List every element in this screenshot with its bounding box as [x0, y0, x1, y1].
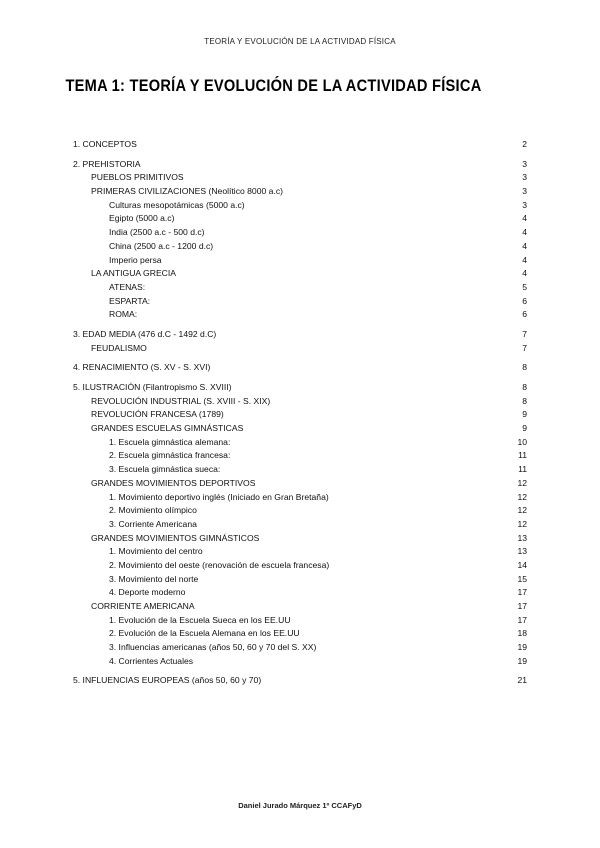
toc-entry-page: 7: [522, 328, 527, 339]
toc-entry[interactable]: [73, 532, 527, 546]
toc-entry-page: 21: [517, 675, 527, 686]
toc-entry-label: GRANDES ESCUELAS GIMNÁSTICAS: [91, 423, 244, 434]
toc-entry-label: PRIMERAS CIVILIZACIONES (Neolítico 8000 a.c): [91, 186, 283, 197]
toc-entry-page: 15: [517, 573, 527, 584]
toc-entry[interactable]: [73, 674, 527, 688]
document-title: TEMA 1: TEORÍA Y EVOLUCIÓN DE LA ACTIVIDAD FÍSICA: [65, 76, 482, 95]
toc-entry[interactable]: [73, 449, 527, 463]
toc-entry-page: 13: [517, 532, 527, 543]
toc-entry-page: 3: [522, 172, 527, 183]
toc-entry-label: 4. Corrientes Actuales: [109, 655, 194, 666]
toc-entry-page: 12: [517, 477, 527, 488]
toc-entry-page: 10: [517, 436, 527, 447]
toc-entry-label: 3. Movimiento del norte: [109, 573, 199, 584]
toc-entry[interactable]: [73, 308, 527, 322]
toc-entry-label: REVOLUCIÓN FRANCESA (1789): [91, 409, 224, 420]
toc-entry-page: 6: [522, 309, 527, 320]
toc-entry-label: FEUDALISMO: [91, 342, 147, 353]
toc-entry-label: 4. RENACIMIENTO (S. XV - S. XVI): [73, 362, 211, 373]
toc-entry-page: 4: [522, 227, 527, 238]
toc-entry[interactable]: [73, 138, 527, 152]
toc-entry-label: 3. EDAD MEDIA (476 d.C - 1492 d.C): [73, 328, 217, 339]
toc-entry-page: 2: [522, 139, 527, 149]
toc-entry[interactable]: [73, 254, 527, 268]
table-of-contents: [73, 138, 527, 688]
toc-entry-label: India (2500 a.c - 500 d.c): [109, 227, 205, 238]
toc-entry[interactable]: [73, 614, 527, 628]
toc-entry-label: ATENAS:: [109, 281, 146, 292]
toc-entry-page: 12: [517, 491, 527, 502]
toc-entry-label: 4. Deporte moderno: [109, 587, 186, 598]
toc-entry-page: 8: [522, 395, 527, 406]
toc-entry-page: 12: [517, 518, 527, 529]
toc-entry[interactable]: [73, 518, 527, 532]
toc-entry[interactable]: [73, 463, 527, 477]
toc-entry-label: REVOLUCIÓN INDUSTRIAL (S. XVIII - S. XIX): [91, 395, 271, 406]
toc-entry-label: 3. Corriente Americana: [109, 518, 197, 529]
toc-entry-label: 2. Escuela gimnástica francesa:: [109, 450, 231, 461]
toc-entry[interactable]: [73, 559, 527, 573]
toc-entry-page: 3: [522, 199, 527, 210]
toc-entry[interactable]: [73, 361, 527, 375]
toc-entry-page: 5: [522, 281, 527, 292]
toc-entry-label: PUEBLOS PRIMITIVOS: [91, 172, 184, 183]
toc-entry[interactable]: [73, 212, 527, 226]
toc-entry[interactable]: [73, 436, 527, 450]
toc-entry[interactable]: [73, 504, 527, 518]
toc-entry[interactable]: [73, 477, 527, 491]
toc-entry-label: 1. Escuela gimnástica alemana:: [109, 436, 231, 447]
toc-entry-label: GRANDES MOVIMIENTOS DEPORTIVOS: [91, 477, 256, 488]
toc-entry-page: 8: [522, 362, 527, 373]
toc-entry[interactable]: [73, 381, 527, 395]
toc-entry-label: 3. Influencias americanas (años 50, 60 y 70 del S. XX): [109, 642, 317, 653]
toc-entry-label: Egipto (5000 a.c): [109, 213, 175, 224]
toc-entry-page: 19: [517, 642, 527, 653]
toc-entry-page: 4: [522, 240, 527, 251]
toc-entry-page: 11: [518, 464, 527, 475]
toc-entry[interactable]: [73, 328, 527, 342]
toc-entry[interactable]: [73, 395, 527, 409]
toc-entry-page: 17: [517, 587, 527, 598]
toc-entry[interactable]: [73, 586, 527, 600]
toc-entry-label: 1. Movimiento deportivo inglés (Iniciado en Gran Bretaña): [109, 491, 329, 502]
toc-entry-page: 4: [522, 268, 527, 279]
toc-entry[interactable]: [73, 185, 527, 199]
toc-entry[interactable]: [73, 641, 527, 655]
toc-entry-label: GRANDES MOVIMIENTOS GIMNÁSTICOS: [91, 532, 260, 543]
running-header: TEORÍA Y EVOLUCIÓN DE LA ACTIVIDAD FÍSICA: [204, 37, 396, 46]
toc-entry-label: LA ANTIGUA GRECIA: [91, 268, 177, 279]
toc-entry-label: 5. INFLUENCIAS EUROPEAS (años 50, 60 y 70): [73, 675, 262, 686]
toc-entry-page: 9: [522, 423, 527, 434]
toc-entry-label: Imperio persa: [109, 254, 162, 265]
toc-entry-page: 13: [517, 546, 527, 557]
toc-entry[interactable]: [73, 171, 527, 185]
toc-entry-page: 4: [522, 254, 527, 265]
toc-entry-page: 3: [522, 186, 527, 197]
toc-entry-label: Culturas mesopotámicas (5000 a.c): [109, 199, 245, 210]
toc-entry[interactable]: [73, 240, 527, 254]
toc-entry[interactable]: [73, 600, 527, 614]
toc-entry[interactable]: [73, 545, 527, 559]
toc-entry[interactable]: [73, 627, 527, 641]
toc-entry[interactable]: [73, 295, 527, 309]
toc-entry-label: CORRIENTE AMERICANA: [91, 601, 195, 611]
toc-entry-label: 1. CONCEPTOS: [73, 139, 137, 149]
toc-entry[interactable]: [73, 408, 527, 422]
toc-entry-label: China (2500 a.c - 1200 d.c): [109, 240, 214, 251]
toc-entry-page: 3: [522, 158, 527, 169]
toc-entry[interactable]: [73, 199, 527, 213]
toc-entry[interactable]: [73, 158, 527, 172]
toc-entry[interactable]: [73, 422, 527, 436]
toc-entry[interactable]: [73, 281, 527, 295]
toc-entry-page: 11: [518, 450, 527, 461]
toc-entry-page: 8: [522, 382, 527, 392]
toc-entry-page: 9: [522, 409, 527, 420]
toc-entry-label: ROMA:: [109, 309, 138, 320]
toc-entry-label: 1. Movimiento del centro: [109, 546, 203, 557]
toc-entry-label: 2. PREHISTORIA: [73, 158, 141, 169]
toc-entry-page: 12: [517, 505, 527, 516]
toc-entry-page: 7: [522, 342, 527, 353]
toc-entry-page: 18: [517, 628, 527, 639]
toc-entry-label: 2. Movimiento del oeste (renovación de escuela francesa): [109, 559, 330, 570]
toc-entry-page: 17: [517, 614, 527, 625]
toc-entry[interactable]: [73, 573, 527, 587]
toc-entry-page: 17: [517, 601, 527, 611]
toc-entry-page: 6: [522, 295, 527, 306]
running-footer: Daniel Jurado Márquez 1º CCAFyD: [238, 801, 362, 810]
toc-entry-label: 5. ILUSTRACIÓN (Filantropismo S. XVIII): [73, 382, 232, 392]
toc-entry-label: 3. Escuela gimnástica sueca:: [109, 464, 221, 475]
toc-entry[interactable]: [73, 226, 527, 240]
toc-entry[interactable]: [73, 655, 527, 669]
toc-entry-label: ESPARTA:: [109, 295, 151, 306]
toc-entry[interactable]: [73, 267, 527, 281]
toc-entry-label: 2. Evolución de la Escuela Alemana en los EE.UU: [109, 628, 300, 639]
toc-entry-page: 19: [517, 655, 527, 666]
toc-entry[interactable]: [73, 491, 527, 505]
toc-entry[interactable]: [73, 342, 527, 356]
toc-entry-label: 2. Movimiento olímpico: [109, 505, 197, 516]
toc-entry-label: 1. Evolución de la Escuela Sueca en los EE.UU: [109, 614, 291, 625]
toc-entry-page: 4: [522, 213, 527, 224]
toc-entry-page: 14: [517, 559, 527, 570]
